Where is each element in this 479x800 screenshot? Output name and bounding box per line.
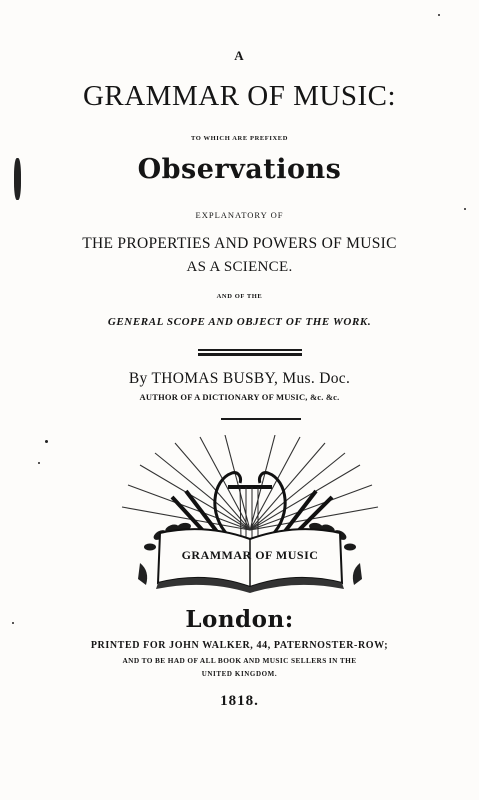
scan-speck xyxy=(38,462,40,464)
scan-speck xyxy=(464,208,466,210)
byline: By THOMAS BUSBY, Mus. Doc. xyxy=(128,370,351,387)
and-of-the-line: AND OF THE xyxy=(216,293,263,300)
ornamental-rule-top xyxy=(198,349,302,351)
imprint-year: 1818. xyxy=(220,693,259,709)
scan-speck xyxy=(438,14,440,16)
properties-line: THE PROPERTIES AND POWERS OF MUSIC xyxy=(82,235,397,252)
lyre-book-vignette xyxy=(120,435,380,595)
scope-line: GENERAL SCOPE AND OBJECT OF THE WORK. xyxy=(107,316,372,328)
main-title: GRAMMAR OF MUSIC: xyxy=(82,80,397,112)
imprint-sellers: AND TO BE HAD OF ALL BOOK AND MUSIC SELLERS IN THE xyxy=(122,656,357,665)
scan-mark-left xyxy=(14,158,21,200)
scan-speck xyxy=(45,440,48,443)
science-line: AS A SCIENCE. xyxy=(186,259,293,275)
imprint-city: London: xyxy=(185,606,294,633)
title-article: A xyxy=(234,48,245,63)
lyre-strings xyxy=(240,487,258,541)
sun-rays xyxy=(122,435,378,530)
author-note: AUTHOR OF A DICTIONARY OF MUSIC, &c. &c. xyxy=(139,392,340,402)
imprint-kingdom: UNITED KINGDOM. xyxy=(201,670,278,678)
ornamental-rule-bottom xyxy=(198,353,302,356)
imprint-printer: PRINTED FOR JOHN WALKER, 44, PATERNOSTER-ROW; xyxy=(90,640,389,651)
scan-speck xyxy=(12,622,14,624)
prefixed-line: TO WHICH ARE PREFIXED xyxy=(190,135,289,142)
book-inscription: GRAMMAR OF MUSIC xyxy=(181,548,319,562)
short-rule xyxy=(221,418,301,420)
lyre-icon xyxy=(215,473,285,541)
explanatory-line: EXPLANATORY OF xyxy=(195,210,284,220)
observations-heading: Observations xyxy=(137,154,342,185)
